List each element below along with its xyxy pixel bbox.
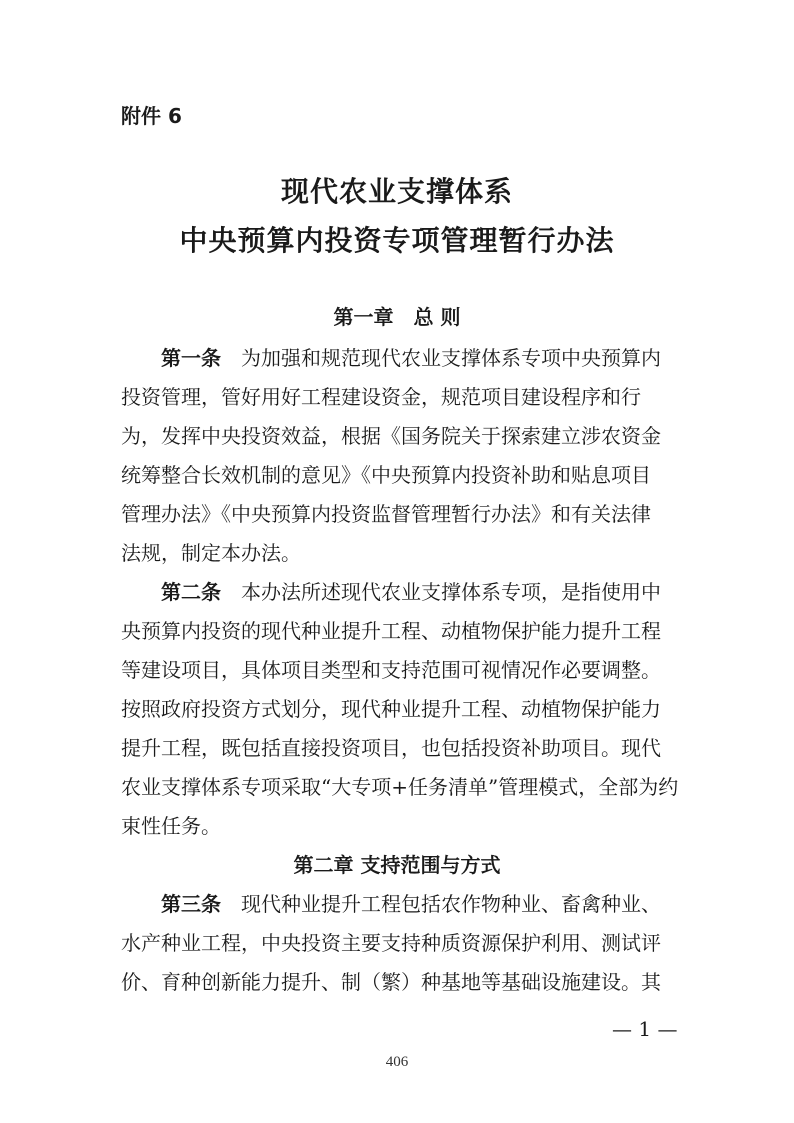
article-1-line: 管理办法》《中央预算内投资监督管理暂行办法》和有关法律 (121, 502, 651, 526)
article-2-line: 提升工程，既包括直接投资项目，也包括投资补助项目。现代 (121, 736, 661, 760)
article-2-line: 央预算内投资的现代种业提升工程、动植物保护能力提升工程 (121, 619, 661, 643)
chapter-2-heading: 第二章 支持范围与方式 (293, 853, 501, 877)
page-number-marker: — 1 — (612, 1017, 678, 1041)
document-title-line-1: 现代农业支撑体系 (280, 175, 513, 208)
article-3-line: 价、育种创新能力提升、制（繁）种基地等基础设施建设。其 (121, 970, 661, 994)
article-3-label: 第三条 (161, 892, 221, 916)
article-3-line: 第三条 现代种业提升工程包括农作物种业、畜禽种业、 (161, 892, 661, 916)
article-2-line: 按照政府投资方式划分，现代种业提升工程、动植物保护能力 (121, 697, 661, 721)
article-1-label: 第一条 (161, 346, 221, 370)
chapter-1-heading: 第一章 总 则 (333, 305, 461, 329)
article-2-line: 农业支撑体系专项采取“大专项+任务清单”管理模式，全部为约 (121, 775, 679, 799)
article-3-line: 水产种业工程，中央投资主要支持种质资源保护利用、测试评 (121, 931, 661, 955)
attachment-label: 附件 6 (121, 104, 182, 128)
article-2-line: 第二条 本办法所述现代农业支撑体系专项，是指使用中 (161, 580, 661, 604)
article-1-line: 法规，制定本办法。 (121, 541, 301, 565)
article-2-label: 第二条 (161, 580, 221, 604)
article-1-line: 投资管理，管好用好工程建设资金，规范项目建设程序和行 (121, 385, 641, 409)
document-title-line-2: 中央预算内投资专项管理暂行办法 (179, 224, 615, 257)
article-1-line: 第一条 为加强和规范现代农业支撑体系专项中央预算内 (161, 346, 661, 370)
article-1-line: 统筹整合长效机制的意见》《中央预算内投资补助和贴息项目 (121, 463, 651, 487)
article-2-line: 等建设项目，具体项目类型和支持范围可视情况作必要调整。 (121, 658, 661, 682)
footer-page-number: 406 (385, 1054, 409, 1070)
article-1-line: 为，发挥中央投资效益，根据《国务院关于探索建立涉农资金 (121, 424, 661, 448)
article-2-line: 束性任务。 (121, 814, 221, 838)
